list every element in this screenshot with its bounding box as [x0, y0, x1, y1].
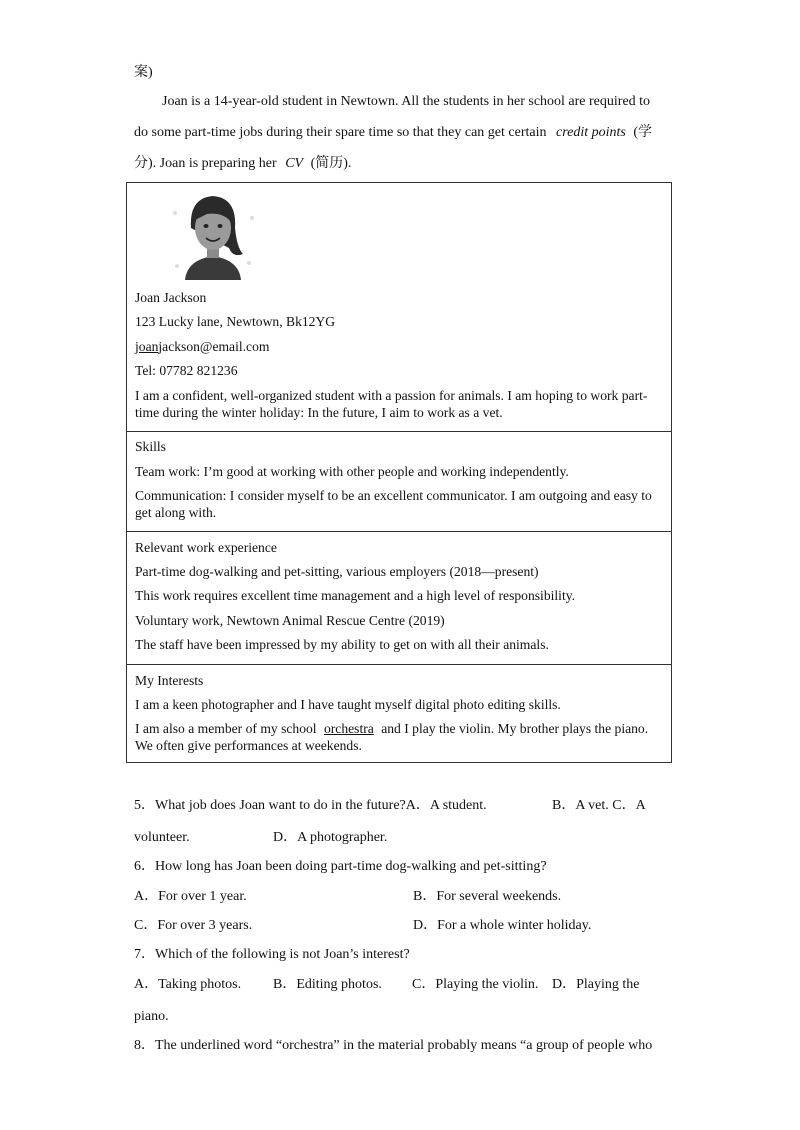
question-7-option-d-cont: piano. [134, 1009, 169, 1024]
divider [127, 664, 671, 665]
question-6-option-d: D．For a whole winter holiday. [413, 918, 592, 933]
question-5: 5．What job does Joan want to do in the future?A．A student. [134, 798, 487, 813]
orchestra-underlined: orchestra [323, 721, 374, 736]
experience-item: Voluntary work, Newtown Animal Rescue Centre (2019) [135, 613, 445, 628]
intro-line-3-end: (简历). [310, 156, 352, 171]
interests-item: We often give performances at weekends. [135, 738, 362, 753]
skills-item: Communication: I consider myself to be an excellent communicator. I am outgoing and easy to get along with. [135, 488, 652, 520]
intro-line-2-text: do some part-time jobs during their spare time so that they can get certain [134, 125, 547, 140]
question-6-option-a: A．For over 1 year. [134, 889, 247, 904]
cv-tel: Tel: 07782 821236 [135, 363, 238, 378]
question-7-option-a: A．Taking photos. [134, 977, 242, 992]
intro-line-2 [134, 124, 652, 142]
cv-email-underlined: joan [135, 339, 159, 354]
interests-text: I am also a member of my school [135, 721, 317, 736]
cv-profile: I am a confident, well-organized student with a passion for animals. I am hoping to work part-time during the winter holiday: In the future, I aim to work as a vet. [135, 388, 648, 420]
question-8: 8．The underlined word “orchestra” in the material probably means “a group of people who [134, 1038, 653, 1053]
question-5-option: volunteer. [134, 830, 190, 845]
intro-line-2-end: (学 [633, 125, 653, 140]
question-6: 6．How long has Joan been doing part-time dog-walking and pet-sitting? [134, 859, 547, 874]
question-7: 7．Which of the following is not Joan’s interest? [134, 947, 410, 962]
question-6-option-b: B．For several weekends. [413, 889, 562, 904]
question-7-option-d: D．Playing the [552, 977, 640, 992]
cv-email-rest: jackson@email.com [158, 339, 270, 354]
cv-term: CV [285, 156, 304, 171]
cv-address: 123 Lucky lane, Newtown, Bk12YG [135, 314, 336, 329]
divider [127, 431, 671, 432]
skills-item: Team work: I’m good at working with other people and working independently. [135, 464, 569, 479]
continued-line: 案) [134, 65, 153, 80]
portrait-image [167, 188, 262, 280]
experience-item: The staff have been impressed by my ability to get on with all their animals. [135, 637, 549, 652]
question-6-option-c: C．For over 3 years. [134, 918, 253, 933]
experience-item: Part-time dog-walking and pet-sitting, various employers (2018—present) [135, 564, 539, 579]
interests-item [135, 720, 648, 737]
question-5-option: B．A vet. C．A [552, 798, 646, 813]
question-5-option: D．A photographer. [273, 830, 388, 845]
interests-heading: My Interests [135, 673, 204, 688]
intro-line-1: Joan is a 14-year-old student in Newtown. All the students in her school are required to [162, 94, 651, 109]
question-7-option-c: C．Playing the violin. [412, 977, 539, 992]
experience-heading: Relevant work experience [135, 540, 277, 555]
cv-box [126, 182, 672, 763]
skills-heading: Skills [135, 439, 166, 454]
intro-line-3-text: 分). Joan is preparing her [134, 156, 277, 171]
cv-email [135, 338, 269, 355]
divider [127, 531, 671, 532]
intro-line-3 [134, 155, 351, 173]
credit-points-term: credit points [556, 125, 626, 140]
experience-item: This work requires excellent time management and a high level of responsibility. [135, 588, 576, 603]
interests-text: and I play the violin. My brother plays the piano. [381, 721, 649, 736]
interests-item: I am a keen photographer and I have taught myself digital photo editing skills. [135, 697, 561, 712]
question-7-option-b: B．Editing photos. [273, 977, 382, 992]
cv-name: Joan Jackson [135, 290, 207, 305]
